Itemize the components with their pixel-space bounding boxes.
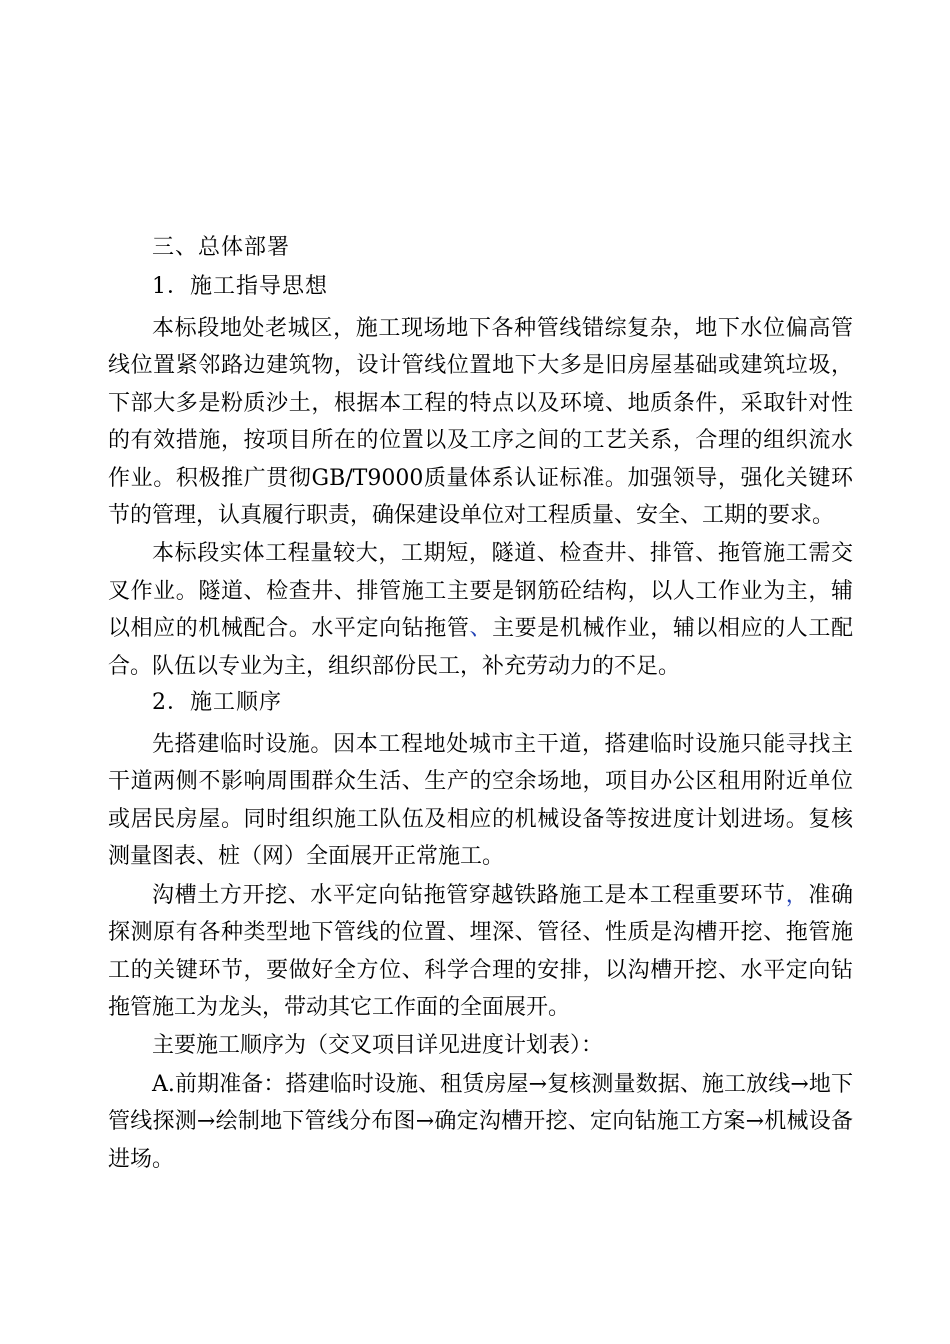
blue-punctuation-mark: ， <box>785 882 809 908</box>
blue-punctuation-mark: 、 <box>469 616 493 642</box>
document-page <box>108 232 853 1179</box>
paragraph-preparation-steps: A.前期准备：搭建临时设施、租赁房屋→复核测量数据、施工放线→地下管线探测→绘制地下管线分布图→确定沟槽开挖、定向钻施工方案→机械设备进场。 <box>108 1071 853 1172</box>
paragraph-workload-text-b: 主要是机械作业，辅以相应的人工配合。队伍以专业为主，组织部份民工，补充劳动力的不足。 <box>108 616 853 679</box>
paragraph-site-conditions: 本标段地处老城区，施工现场地下各种管线错综复杂，地下水位偏高管线位置紧邻路边建筑物，设计管线位置地下大多是旧房屋基础或建筑垃圾，下部大多是粉质沙土，根据本工程的特点以及环境、地质条件，采取针对性的有效措施，按项目所在的位置以及工序之间的工艺关系，合理的组织流水作业。积极推广贯彻GB/T9000质量体系认证标准。加强领导，强化关键环节的管理，认真履行职责，确保建设单位对工程质量、安全、工期的要求。 <box>108 316 853 529</box>
subsection-title-guiding-idea: 1．施工指导思想 <box>152 274 328 299</box>
paragraph-temporary-facilities: 先搭建临时设施。因本工程地处城市主干道，搭建临时设施只能寻找主干道两侧不影响周围群众生活、生产的空余场地，项目办公区租用附近单位或居民房屋。同时组织施工队伍及相应的机械设备等按进度计划进场。复核测量图表、桩（网）全面展开正常施工。 <box>108 732 853 870</box>
paragraph-key-links <box>108 877 853 1027</box>
paragraph-workload <box>108 535 853 685</box>
paragraph-main-sequence-intro: 主要施工顺序为（交叉项目详见进度计划表）： <box>152 1033 604 1059</box>
section-title: 三、总体部署 <box>152 235 291 260</box>
paragraph-key-links-text-b: 准确探测原有各种类型地下管线的位置、埋深、管径、性质是沟槽开挖、拖管施工的关键环节，要做好全方位、科学合理的安排，以沟槽开挖、水平定向钻拖管施工为龙头，带动其它工作面的全面展开。 <box>108 882 853 1020</box>
paragraph-key-links-text-a: 沟槽土方开挖、水平定向钻拖管穿越铁路施工是本工程重要环节 <box>152 882 786 908</box>
subsection-title-construction-sequence: 2．施工顺序 <box>152 690 282 716</box>
paragraph-workload-text-a: 本标段实体工程量较大，工期短，隧道、检查井、排管、拖管施工需交叉作业。隧道、检查井、排管施工主要是钢筋砼结构，以人工作业为主，辅以相应的机械配合。水平定向钻拖管 <box>108 541 853 642</box>
